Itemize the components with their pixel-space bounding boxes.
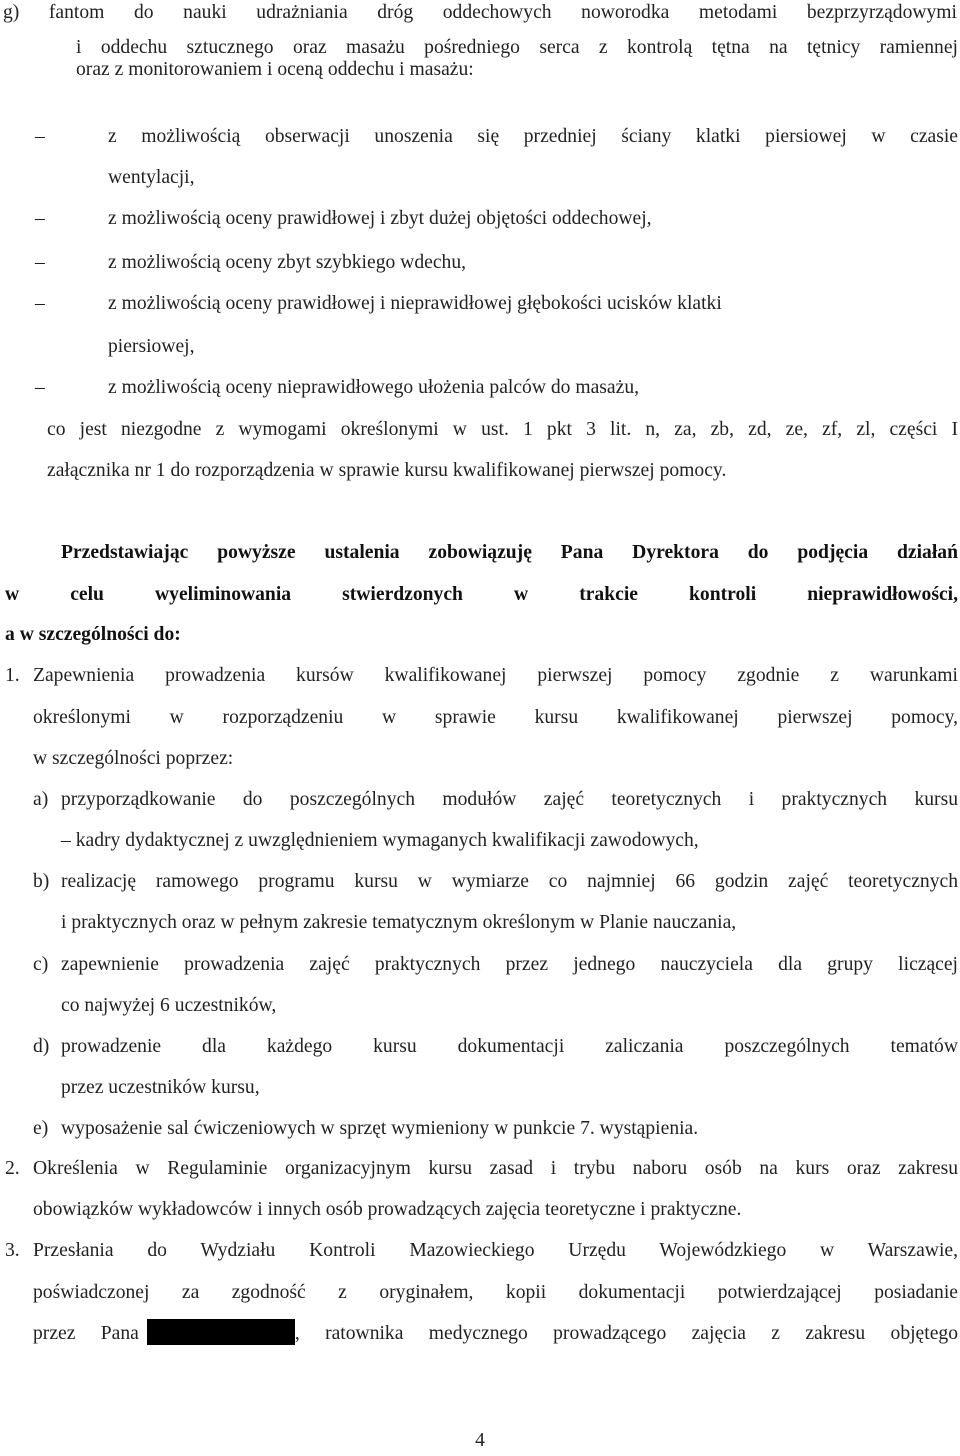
sub-d-line-1: prowadzenie dla każdego kursu dokumentacji zaliczania poszczególnych tematów bbox=[61, 1036, 958, 1057]
redacted-name-block bbox=[147, 1319, 295, 1345]
dash-bullet-5: – bbox=[35, 377, 45, 398]
point-3-line-3 bbox=[33, 1313, 958, 1354]
point-2-line-1: Określenia w Regulaminie organizacyjnym kursu zasad i trybu naboru osób na kurs oraz zakresu bbox=[33, 1158, 958, 1179]
point-2-number: 2. bbox=[5, 1158, 20, 1179]
bullet-4-line-2: piersiowej, bbox=[108, 336, 195, 357]
point-2-line-2: obowiązków wykładowców i innych osób prowadzących zajęcia teoretyczne i praktyczne. bbox=[33, 1199, 742, 1220]
point-1-number: 1. bbox=[5, 665, 20, 686]
item-g-line-2: i oddechu sztucznego oraz masażu pośredniego serca z kontrolą tętna na tętnicy ramiennej bbox=[76, 37, 958, 58]
sub-a-line-2: – kadry dydaktycznej z uwzględnieniem wymaganych kwalifikacji zawodowych, bbox=[61, 830, 699, 851]
conclusion-line-1: co jest niezgodne z wymogami określonymi w ust. 1 pkt 3 lit. n, za, zb, zd, ze, zf, zl, części I bbox=[47, 419, 958, 440]
sub-d-letter: d) bbox=[33, 1036, 50, 1057]
sub-d-line-2: przez uczestników kursu, bbox=[61, 1077, 260, 1098]
conclusion-line-2: załącznika nr 1 do rozporządzenia w sprawie kursu kwalifikowanej pierwszej pomocy. bbox=[47, 460, 727, 481]
point-3-number: 3. bbox=[5, 1240, 20, 1261]
sub-c-line-1: zapewnienie prowadzenia zajęć praktycznych przez jednego nauczyciela dla grupy liczącej bbox=[61, 954, 958, 975]
point-1-line-3: w szczególności poprzez: bbox=[33, 748, 234, 769]
point-3-line-1: Przesłania do Wydziału Kontroli Mazowieckiego Urzędu Wojewódzkiego w Warszawie, bbox=[33, 1240, 958, 1261]
dash-bullet-4: – bbox=[35, 293, 45, 314]
sub-a-letter: a) bbox=[33, 789, 49, 810]
sub-c-letter: c) bbox=[33, 954, 49, 975]
point-1-line-2: określonymi w rozporządzeniu w sprawie kursu kwalifikowanej pierwszej pomocy, bbox=[33, 707, 958, 728]
recommendation-line-1: Przedstawiając powyższe ustalenia zobowiązuję Pana Dyrektora do podjęcia działań bbox=[61, 542, 958, 563]
bullet-3-line-1: z możliwością oceny zbyt szybkiego wdechu, bbox=[108, 252, 467, 273]
point-1-line-1: Zapewnienia prowadzenia kursów kwalifikowanej pierwszej pomocy zgodnie z warunkami bbox=[33, 665, 958, 686]
dash-bullet-3: – bbox=[35, 252, 45, 273]
dash-bullet-1: – bbox=[35, 126, 45, 147]
bullet-2-line-1: z możliwością oceny prawidłowej i zbyt dużej objętości oddechowej, bbox=[108, 208, 652, 229]
bullet-5-line-1: z możliwością oceny nieprawidłowego ułożenia palców do masażu, bbox=[108, 377, 640, 398]
sub-a-line-1: przyporządkowanie do poszczególnych modułów zajęć teoretycznych i praktycznych kursu bbox=[61, 789, 958, 810]
sub-e-letter: e) bbox=[33, 1118, 49, 1139]
sub-e-line-1: wyposażenie sal ćwiczeniowych w sprzęt wymieniony w punkcie 7. wystąpienia. bbox=[61, 1118, 699, 1139]
dash-bullet-2: – bbox=[35, 208, 45, 229]
sub-b-line-2: i praktycznych oraz w pełnym zakresie tematycznym określonym w Planie nauczania, bbox=[61, 912, 737, 933]
item-g-line-1: g) fantom do nauki udrażniania dróg oddechowych noworodka metodami bezprzyrządowymi bbox=[3, 2, 957, 23]
sub-c-line-2: co najwyżej 6 uczestników, bbox=[61, 995, 277, 1016]
sub-b-line-1: realizację ramowego programu kursu w wymiarze co najmniej 66 godzin zajęć teoretycznych bbox=[61, 871, 958, 892]
point-3-line-3-before: przez Pana bbox=[33, 1323, 139, 1344]
point-3-line-2: poświadczonej za zgodność z oryginałem, kopii dokumentacji potwierdzającej posiadanie bbox=[33, 1282, 958, 1303]
recommendation-line-2: w celu wyeliminowania stwierdzonych w trakcie kontroli nieprawidłowości, bbox=[5, 584, 958, 605]
bullet-4-line-1: z możliwością oceny prawidłowej i nieprawidłowej głębokości ucisków klatki bbox=[108, 293, 722, 314]
recommendation-line-3: a w szczególności do: bbox=[5, 624, 181, 645]
page-number: 4 bbox=[475, 1430, 485, 1451]
bullet-1-line-2: wentylacji, bbox=[108, 167, 195, 188]
sub-b-letter: b) bbox=[33, 871, 50, 892]
bullet-1-line-1: z możliwością obserwacji unoszenia się przedniej ściany klatki piersiowej w czasie bbox=[108, 126, 958, 147]
item-g-line-3: oraz z monitorowaniem i oceną oddechu i masażu: bbox=[76, 59, 474, 80]
point-3-line-3-after: , ratownika medycznego prowadzącego zajęcia z zakresu objętego bbox=[294, 1323, 958, 1344]
